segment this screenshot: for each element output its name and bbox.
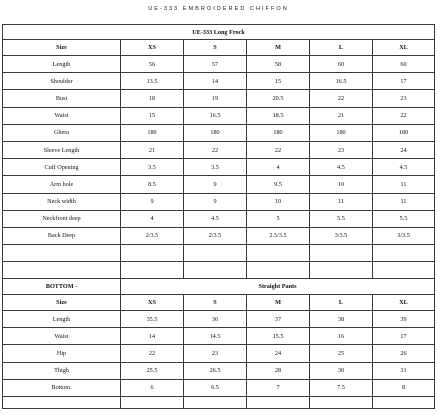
frock-measurement-value: 2/3.5 — [184, 227, 247, 244]
pants-measurement-value: 14.5 — [184, 328, 247, 345]
frock-measurement-value: 3.5 — [121, 159, 184, 176]
pants-measurement-label: Length — [3, 311, 121, 328]
page-title: UE-333 EMBROIDERED CHIFFON — [148, 6, 289, 12]
pants-blank-row-cell — [247, 397, 310, 409]
frock-measurement-label: Arm hole — [3, 176, 121, 193]
pants-blank-row — [3, 397, 435, 409]
frock-measurement-value: 24 — [373, 141, 435, 158]
pants-measurement-value: 26 — [373, 345, 435, 362]
frock-measurement-value: 15 — [247, 73, 310, 90]
frock-measurement-value: 16.5 — [184, 107, 247, 124]
spacer-row-cell — [184, 262, 247, 279]
frock-measurement-value: 180 — [310, 124, 373, 141]
frock-measurement-value: 14 — [184, 73, 247, 90]
frock-measurement-value: 15 — [121, 107, 184, 124]
frock-measurement-value: 11 — [373, 176, 435, 193]
pants-header-row — [3, 295, 435, 311]
frock-blank-row-cell — [3, 245, 121, 262]
pants-data-row — [3, 328, 435, 345]
frock-measurement-value: 3.5 — [184, 159, 247, 176]
pants-data-row — [3, 379, 435, 396]
spacer-row-cell — [373, 262, 435, 279]
frock-blank-row-cell — [373, 245, 435, 262]
pants-measurement-value: 6 — [121, 379, 184, 396]
pants-size-4: L — [310, 295, 373, 311]
pants-measurement-value: 35.5 — [121, 311, 184, 328]
frock-measurement-value: 60 — [310, 56, 373, 73]
frock-measurement-value: 5 — [247, 210, 310, 227]
frock-measurement-value: 180 — [247, 124, 310, 141]
frock-blank-row-cell — [247, 245, 310, 262]
frock-measurement-value: 3/3.5 — [310, 227, 373, 244]
frock-measurement-value: 8.5 — [121, 176, 184, 193]
frock-data-row — [3, 56, 435, 73]
frock-measurement-value: 21 — [310, 107, 373, 124]
frock-size-1: XS — [121, 40, 184, 56]
frock-measurement-value: 10 — [247, 193, 310, 210]
pants-measurement-value: 31 — [373, 362, 435, 379]
pants-measurement-value: 7 — [247, 379, 310, 396]
frock-blank-row — [3, 245, 435, 262]
frock-data-row — [3, 124, 435, 141]
pants-data-row — [3, 311, 435, 328]
pants-blank-row-cell — [373, 397, 435, 409]
frock-size-4: L — [310, 40, 373, 56]
frock-measurement-value: 58 — [247, 56, 310, 73]
frock-measurement-value: 23 — [373, 90, 435, 107]
frock-data-row — [3, 193, 435, 210]
frock-measurement-value: 16.5 — [310, 73, 373, 90]
frock-measurement-value: 180 — [373, 124, 435, 141]
frock-measurement-value: 17 — [373, 73, 435, 90]
pants-measurement-value: 26.5 — [184, 362, 247, 379]
frock-data-row — [3, 107, 435, 124]
pants-size-label: Size — [3, 295, 121, 311]
frock-measurement-value: 9.5 — [247, 176, 310, 193]
frock-measurement-value: 4.5 — [373, 159, 435, 176]
pants-blank-row-cell — [310, 397, 373, 409]
pants-measurement-label: Hip — [3, 345, 121, 362]
frock-measurement-value: 23 — [310, 141, 373, 158]
pants-measurement-value: 36 — [184, 311, 247, 328]
pants-measurement-value: 23 — [184, 345, 247, 362]
frock-measurement-label: Sleeve Length — [3, 141, 121, 158]
frock-measurement-value: 18.5 — [247, 107, 310, 124]
pants-measurement-value: 14 — [121, 328, 184, 345]
frock-blank-row-cell — [184, 245, 247, 262]
spacer-row-cell — [247, 262, 310, 279]
frock-size-label: Size — [3, 40, 121, 56]
frock-data-row — [3, 159, 435, 176]
pants-blank-row-cell — [3, 397, 121, 409]
size-chart-table — [2, 24, 435, 409]
frock-measurement-value: 22 — [310, 90, 373, 107]
frock-measurement-value: 13.5 — [121, 73, 184, 90]
frock-measurement-value: 9 — [184, 193, 247, 210]
pants-blank-row-cell — [121, 397, 184, 409]
frock-measurement-value: 9 — [121, 193, 184, 210]
frock-size-2: S — [184, 40, 247, 56]
pants-measurement-value: 25 — [310, 345, 373, 362]
frock-header-row — [3, 40, 435, 56]
frock-measurement-value: 2.5/3.5 — [247, 227, 310, 244]
frock-measurement-label: Waist — [3, 107, 121, 124]
frock-measurement-label: Back Deep — [3, 227, 121, 244]
pants-measurement-value: 37 — [247, 311, 310, 328]
pants-blank-row-cell — [184, 397, 247, 409]
frock-blank-row-cell — [310, 245, 373, 262]
frock-measurement-value: 21 — [121, 141, 184, 158]
frock-title-row — [3, 25, 435, 40]
frock-data-row — [3, 73, 435, 90]
pants-size-2: S — [184, 295, 247, 311]
pants-measurement-value: 25.5 — [121, 362, 184, 379]
spacer-row-cell — [3, 262, 121, 279]
frock-measurement-value: 11 — [373, 193, 435, 210]
pants-title: Straight Pants — [121, 279, 435, 295]
frock-size-3: M — [247, 40, 310, 56]
frock-measurement-value: 4.5 — [184, 210, 247, 227]
frock-measurement-label: Length — [3, 56, 121, 73]
frock-measurement-value: 180 — [121, 124, 184, 141]
frock-measurement-value: 2/3.5 — [121, 227, 184, 244]
spacer-row-cell — [121, 262, 184, 279]
pants-measurement-value: 15.5 — [247, 328, 310, 345]
pants-measurement-value: 38 — [310, 311, 373, 328]
pants-measurement-value: 17 — [373, 328, 435, 345]
frock-measurement-value: 19 — [184, 90, 247, 107]
frock-measurement-value: 9 — [184, 176, 247, 193]
frock-data-row — [3, 227, 435, 244]
frock-measurement-value: 10 — [310, 176, 373, 193]
pants-data-row — [3, 362, 435, 379]
pants-size-5: XL — [373, 295, 435, 311]
pants-data-row — [3, 345, 435, 362]
frock-measurement-value: 5.5 — [373, 210, 435, 227]
frock-data-row — [3, 210, 435, 227]
pants-measurement-label: Bottom. — [3, 379, 121, 396]
frock-data-row — [3, 90, 435, 107]
frock-measurement-value: 11 — [310, 193, 373, 210]
frock-measurement-value: 22 — [373, 107, 435, 124]
frock-measurement-value: 5.5 — [310, 210, 373, 227]
frock-measurement-value: 180 — [184, 124, 247, 141]
frock-data-row — [3, 176, 435, 193]
pants-measurement-value: 30 — [310, 362, 373, 379]
pants-measurement-label: Thigh — [3, 362, 121, 379]
frock-measurement-value: 3/3.5 — [373, 227, 435, 244]
frock-title: UE-333 Long Frock — [3, 25, 435, 40]
frock-data-row — [3, 141, 435, 158]
frock-measurement-value: 4 — [121, 210, 184, 227]
frock-measurement-value: 22 — [184, 141, 247, 158]
frock-blank-row-cell — [121, 245, 184, 262]
pants-size-1: XS — [121, 295, 184, 311]
pants-measurement-value: 24 — [247, 345, 310, 362]
spacer-row — [3, 262, 435, 279]
frock-measurement-label: Neckfront deep — [3, 210, 121, 227]
pants-measurement-label: Waist — [3, 328, 121, 345]
frock-measurement-label: Neck width — [3, 193, 121, 210]
pants-measurement-value: 7.5 — [310, 379, 373, 396]
bottom-section-label: BOTTOM - — [3, 279, 121, 295]
pants-measurement-value: 28 — [247, 362, 310, 379]
pants-measurement-value: 39 — [373, 311, 435, 328]
pants-size-3: M — [247, 295, 310, 311]
frock-measurement-value: 60 — [373, 56, 435, 73]
frock-measurement-label: Shoulder — [3, 73, 121, 90]
pants-measurement-value: 8 — [373, 379, 435, 396]
frock-measurement-value: 18 — [121, 90, 184, 107]
frock-measurement-label: Cuff Opening — [3, 159, 121, 176]
pants-measurement-value: 16 — [310, 328, 373, 345]
pants-measurement-value: 22 — [121, 345, 184, 362]
frock-measurement-value: 20.5 — [247, 90, 310, 107]
size-chart-body — [3, 25, 435, 409]
frock-measurement-value: 4.5 — [310, 159, 373, 176]
bottom-title-row — [3, 279, 435, 295]
frock-measurement-value: 4 — [247, 159, 310, 176]
frock-measurement-label: Bust — [3, 90, 121, 107]
pants-measurement-value: 6.5 — [184, 379, 247, 396]
frock-measurement-value: 57 — [184, 56, 247, 73]
frock-measurement-value: 22 — [247, 141, 310, 158]
frock-measurement-value: 56 — [121, 56, 184, 73]
frock-size-5: XL — [373, 40, 435, 56]
spacer-row-cell — [310, 262, 373, 279]
frock-measurement-label: Ghera — [3, 124, 121, 141]
